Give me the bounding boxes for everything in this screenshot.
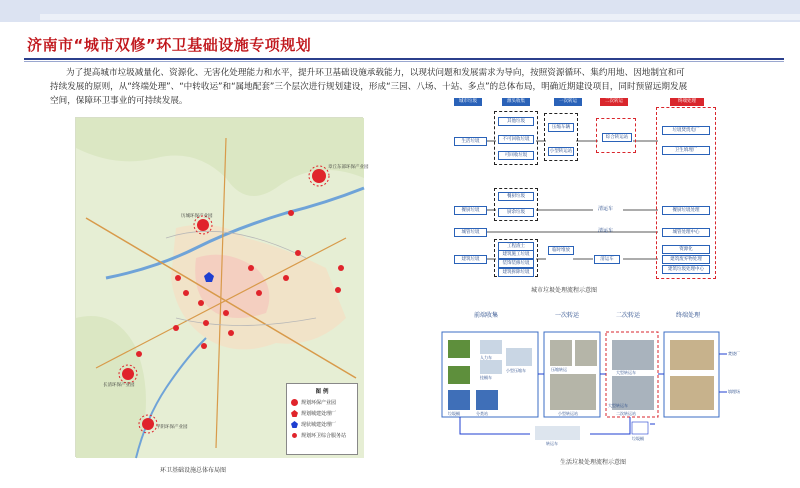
title-rule-thin (24, 61, 784, 62)
title-rule (24, 58, 784, 60)
collect-item: 建筑拆除垃圾 (498, 268, 534, 277)
flow1-header: 一次转运 (554, 98, 582, 106)
flow2-label: 压缩转运 (551, 367, 567, 372)
source-domestic: 生活垃圾 (454, 137, 487, 146)
map-legend (286, 383, 358, 455)
flow1-header: 城市垃圾 (454, 98, 482, 106)
flow1-header: 终端处理 (670, 98, 704, 106)
legend-item: 规划城建处理厂 (291, 410, 357, 417)
park-label-changqing: 长清环保产业园 (103, 383, 135, 388)
collect-item: 餐厨垃圾 (498, 192, 534, 201)
collect-item: 厨余垃圾 (498, 208, 534, 217)
flow2-label: 焚烧厂 (728, 351, 740, 356)
transfer1-item: 临时堆放 (548, 246, 574, 255)
transfer2-item: 综合转运站 (602, 133, 632, 142)
page-title: 济南市“城市双修”环卫基础设施专项规划 (27, 36, 312, 54)
terminal-item: 建筑垃圾处理中心 (662, 265, 710, 274)
flow2-caption: 生活垃圾处理流程示意图 (560, 459, 627, 466)
flow2-label: 大型转运车 (616, 370, 636, 375)
waste-flow-diagram (448, 93, 730, 283)
stage-label: 终端处理 (676, 312, 701, 319)
collect-item: 不可回收垃圾 (498, 135, 534, 144)
flow1-header: 二次转运 (600, 98, 628, 106)
transfer1-item: 压缩车辆 (548, 123, 574, 132)
flow2-label: 垃圾桶 (448, 411, 460, 416)
legend-title: 图 例 (315, 389, 329, 395)
transfer1-item: 清运车 (594, 255, 620, 264)
terminal-item: 卫生填埋厂 (662, 146, 710, 155)
legend-item: 规划环卫综合服务站 (291, 432, 357, 439)
blue-pentagon-icon (291, 421, 298, 428)
terminal-item: 资源化 (662, 245, 710, 254)
red-pentagon-icon (291, 410, 298, 417)
park-label-zhangqiu: 章丘东部环保产业园 (328, 165, 369, 170)
terminal-item: 城管处理中心 (662, 228, 710, 237)
collect-item: 可回收垃圾 (498, 151, 534, 160)
intro-paragraph: 为了提高城市垃圾减量化、资源化、无害化处理能力和水平，提升环卫基础设施承载能力，以现状问题和发展需求为导向，按照资源循环、集约用地、因地制宜和可持续发展的原则，从“终端处理”、“中转收运”和“属地配套”三个层次进行规划建设，形成“三园、八场、十站、多点”的总体布局，明确近期建设项目，同时预留远期发展空间，保障环卫事业的可持续发展。 (50, 68, 688, 106)
park-label-pingyin: 平阴环保产业园 (156, 425, 188, 430)
source-municipal: 城管垃圾 (454, 228, 487, 237)
domestic-flow-diagram (440, 304, 745, 452)
small-red-dot-icon (292, 433, 297, 438)
terminal-item: 垃圾焚烧电厂 (662, 126, 710, 135)
terminal-item: 建筑废弃物处理 (662, 255, 710, 264)
layout-map (75, 117, 369, 457)
flow2-label: 小型转运站 (558, 411, 578, 416)
flow2-label: 挂桶车 (480, 375, 492, 380)
flow2-label: 垃圾桶 (632, 436, 644, 441)
flow1-header: 源头收集 (502, 98, 530, 106)
park-label-licheng: 历城环保产业园 (181, 214, 213, 219)
collect-item: 建筑施工垃圾 (498, 250, 534, 259)
collect-item: 装饰装修垃圾 (498, 259, 534, 268)
flow2-label: 人力车 (480, 355, 492, 360)
flow2-label: 分类站 (476, 411, 488, 416)
flow2-label: 二次转运站 (616, 411, 636, 416)
transfer1-item: 小型转运站 (549, 149, 573, 154)
map-caption: 环卫基础设施总体布局图 (160, 467, 227, 474)
flow2-label: 填埋场 (728, 389, 740, 394)
flow2-label: 大型转运车 (608, 403, 628, 408)
collect-item: 其他垃圾 (498, 117, 534, 126)
stage-label: 前端收集 (474, 312, 499, 319)
source-kitchen: 餐厨垃圾 (454, 206, 487, 215)
stage-label: 二次转运 (616, 312, 641, 319)
red-dot-icon (291, 399, 298, 406)
top-banner-accent (40, 14, 800, 20)
flow2-label: 转运车 (546, 441, 558, 446)
transfer1-item: 清运车 (598, 228, 614, 234)
transfer1-item: 清运车 (598, 206, 614, 212)
flow1-caption: 城市垃圾处理流程示意图 (531, 287, 598, 294)
legend-item: 现状城建处理厂 (291, 421, 357, 428)
collect-item: 工程渣土 (498, 242, 534, 251)
terminal-item: 餐厨垃圾处理 (662, 206, 710, 215)
legend-item: 规划环保产业园 (291, 399, 357, 406)
source-construction: 建筑垃圾 (454, 255, 487, 264)
flow2-label: 小型压缩车 (506, 368, 526, 373)
stage-label: 一次转运 (555, 312, 580, 319)
